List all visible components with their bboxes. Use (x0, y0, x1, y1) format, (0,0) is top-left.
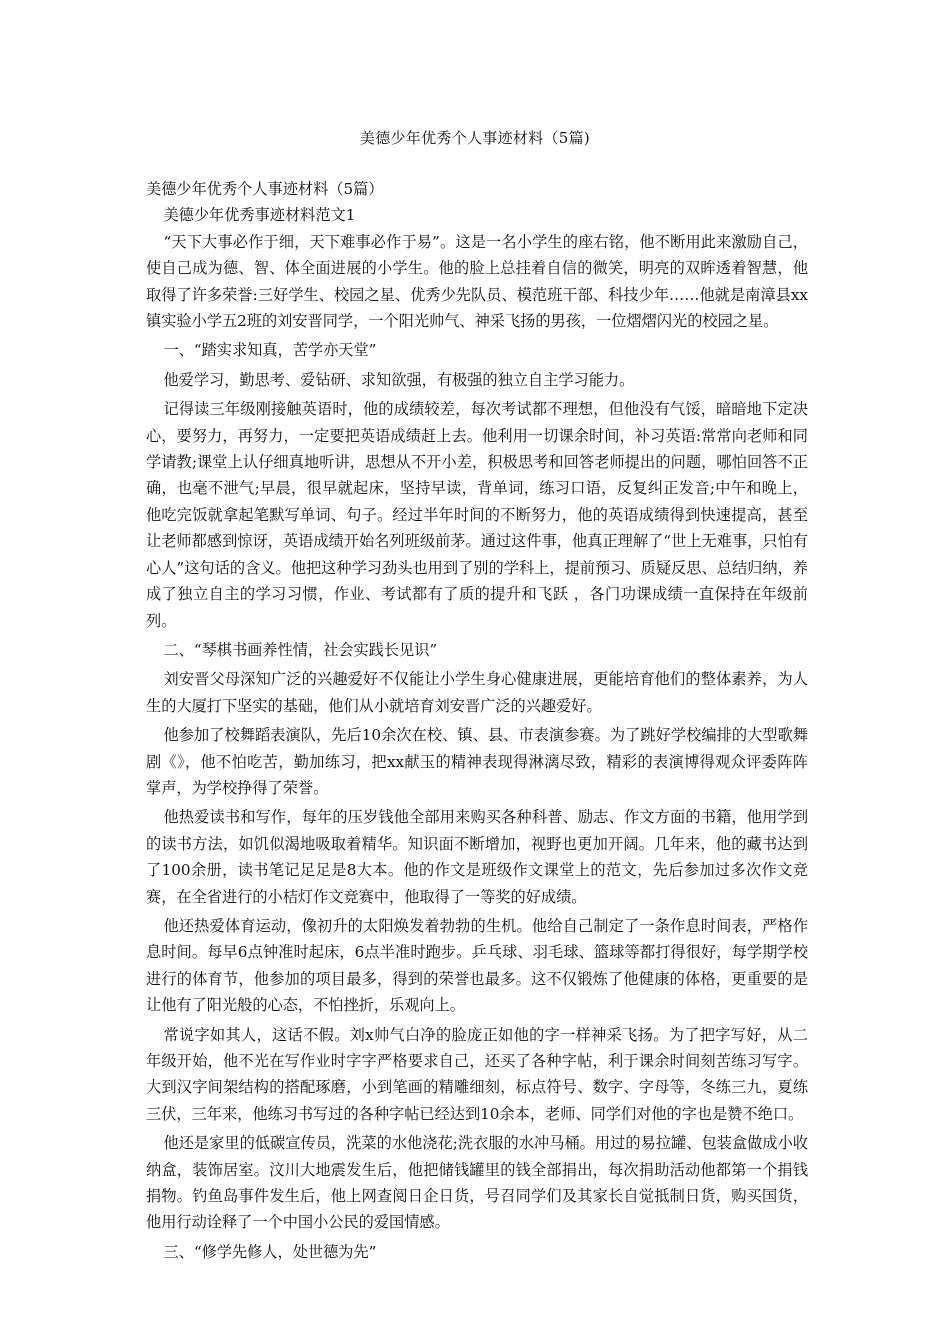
paragraph: 美德少年优秀事迹材料范文1 (163, 206, 356, 225)
paragraph: “天下大事必作于细，天下难事必作于易”。这是一名小学生的座右铭，他不断用此来激励自己，使自己成为德、智、体全面进展的小学生。他的脸上总挂着自信的微笑，明亮的双眸透着智慧，他取得了许多荣誉:三好学生、校园之星、优秀少先队员、模范班干部、科技少年……他就是南漳县xx镇实验小学五2班的刘安晋同学，一个阳光帅气、神采飞扬的男孩，一位熠熠闪光的校园之星。 (146, 232, 808, 331)
document-body (146, 176, 808, 1265)
section-heading: 二、“琴棋书画养性情，社会实践长见识” (163, 640, 438, 659)
paragraph: 他参加了校舞蹈表演队，先后10余次在校、镇、县、市表演参赛。为了跳好学校编排的大型歌舞剧《》，他不怕吃苦，勤加练习，把xx献玉的精神表现得淋漓尽致，精彩的表演博得观众评委阵阵掌声，为学校挣得了荣誉。 (146, 726, 808, 797)
paragraph: 他热爱读书和写作，每年的压岁钱他全部用来购买各种科普、励志、作文方面的书籍，他用学到的读书方法，如饥似渴地吸取着精华。知识面不断增加，视野也更加开阔。几年来，他的藏书达到了100余册，读书笔记足足是8大本。他的作文是班级作文课堂上的范文，先后参加过多次作文竞赛，在全省进行的小桔灯作文竞赛中，他取得了一等奖的好成绩。 (146, 808, 808, 906)
paragraph: 他爱学习，勤思考、爱钻研、求知欲强，有极强的独立自主学习能力。 (163, 370, 635, 389)
paragraph: 常说字如其人，这话不假。刘x帅气白净的脸庞正如他的字一样神采飞扬。为了把字写好，从二年级开始，他不光在写作业时字字严格要求自己，还买了各种字帖，利于课余时间刻苦练习写字。大到汉字间架结构的搭配琢磨，小到笔画的精雕细刻，标点符号、数字、字母等，冬练三九，夏练三伏，三年来，他练习书写过的各种字帖已经达到10余本，老师、同学们对他的字也是赞不绝口。 (146, 1025, 808, 1123)
document-title: 美德少年优秀个人事迹材料（5篇) (359, 129, 591, 147)
section-heading: 三、“修学先修人，处世德为先” (163, 1242, 377, 1261)
paragraph: 刘安晋父母深知广泛的兴趣爱好不仅能让小学生身心健康进展，更能培育他们的整体素养，为人生的大厦打下坚实的基础，他们从小就培育刘安晋广泛的兴趣爱好。 (146, 670, 808, 715)
section-heading: 一、“踏实求知真，苦学亦天堂” (163, 341, 377, 360)
paragraph: 记得读三年级刚接触英语时，他的成绩较差，每次考试都不理想，但他没有气馁，暗暗地下定决心，要努力，再努力，一定要把英语成绩赶上去。他利用一切课余时间，补习英语:常常向老师和同学请教;课堂上认仔细真地听讲，思想从不开小差，积极思考和回答老师提出的问题，哪怕回答不正确，也毫不泄气;早晨，很早就起床，坚持早读，背单词，练习口语，反复纠正发音;中午和晚上，他吃完饭就拿起笔默写单词、句子。经过半年时间的不断努力，他的英语成绩得到快速提高，甚至让老师都感到惊讶，英语成绩开始名列班级前茅。通过这件事，他真正理解了“世上无难事，只怕有心人”这句话的含义。他把这种学习劲头也用到了别的学科上，提前预习、质疑反思、总结归纳，养成了独立自主的学习习惯，作业、考试都有了质的提升和飞跃 ，各门功课成绩一直保持在年级前列。 (146, 400, 808, 630)
paragraph: 他还热爱体育运动，像初升的太阳焕发着勃勃的生机。他给自己制定了一条作息时间表，严格作息时间。每早6点钟准时起床，6点半准时跑步。乒乓球、羽毛球、篮球等都打得很好，每学期学校进行的体育节，他参加的项目最多，得到的荣誉也最多。这不仅锻炼了他健康的体格，更重要的是让他有了阳光般的心态，不怕挫折，乐观向上。 (146, 916, 808, 1015)
paragraph: 他还是家里的低碳宣传员，洗菜的水他浇花;洗衣服的水冲马桶。用过的易拉罐、包装盒做成小收纳盒，装饰居室。汶川大地震发生后，他把储钱罐里的钱全部捐出，每次捐助活动他都第一个捐钱捐物。钓鱼岛事件发生后，他上网查阅日企日货，号召同学们及其家长自觉抵制日货，购买国货，他用行动诠释了一个中国小公民的爱国情感。 (146, 1134, 808, 1232)
paragraph: 美德少年优秀个人事迹材料（5篇） (146, 180, 384, 198)
